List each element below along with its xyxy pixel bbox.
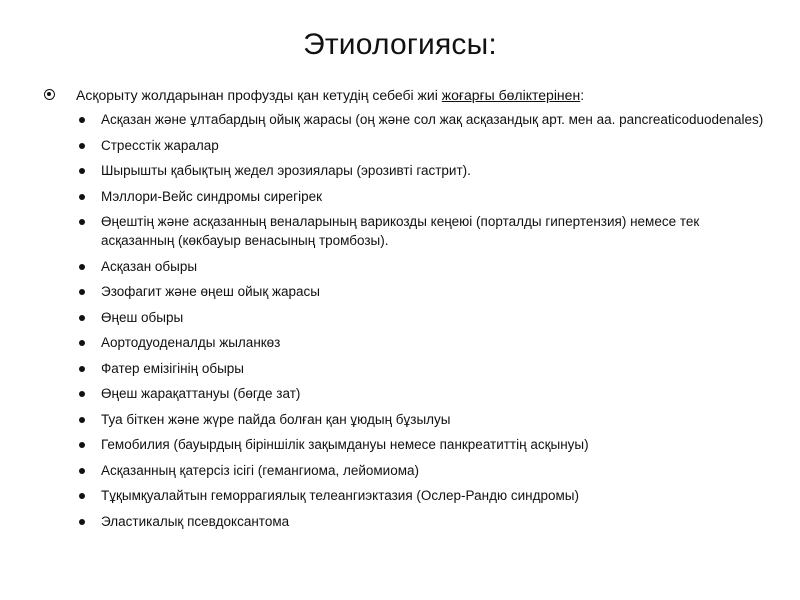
bullet-dot-icon: [79, 417, 85, 423]
bullet-dot-icon: [79, 143, 85, 149]
list-item-text: Гемобилия (бауырдың біріншілік зақымдануы немесе панкреатиттің асқынуы): [101, 437, 589, 452]
list-item-text: Стресстік жаралар: [101, 137, 219, 153]
list-item: [44, 282, 764, 301]
list-item: [44, 308, 764, 327]
bullet-dot-icon: [79, 391, 85, 397]
list-item: [44, 212, 764, 250]
list-item-text: Асқазан және ұлтабардың ойық жарасы (оң және сол жақ асқазандық арт. мен аа. pancreaticoduodenales): [101, 112, 764, 127]
bullet-dot-icon: [79, 168, 85, 174]
list-item-text: Туа біткен және жүре пайда болған қан ұюдың бұзылуы: [101, 411, 451, 427]
list-item: [44, 257, 764, 276]
list-item: [44, 410, 764, 429]
list-item-text: Тұқымқуалайтын геморрагиялық телеангиэктазия (Ослер-Рандю синдромы): [101, 488, 579, 503]
bullet-dot-icon: [79, 264, 85, 270]
bullet-dot-icon: [79, 194, 85, 200]
list-item-text: Асқазан обыры: [101, 258, 198, 274]
bullet-dot-icon: [79, 519, 85, 525]
bullet-dot-icon: [79, 289, 85, 295]
list-item: [44, 161, 764, 180]
bullet-dot-icon: [79, 468, 85, 474]
bullet-dot-icon: [79, 117, 85, 123]
list-item: [44, 486, 764, 505]
list-item: [44, 333, 764, 352]
list-item-text: Өңештің және асқазанның веналарының варикозды кеңеюі (порталды гипертензия) немесе тек асқазанның (көкбауыр венасының тромбозы).: [101, 214, 700, 248]
cause-list: [44, 110, 764, 531]
main-bullet: [44, 86, 764, 105]
bullet-dot-icon: [79, 340, 85, 346]
bullet-dot-icon: [79, 219, 85, 225]
main-bullet-text-before: Асқорыту жолдарынан профузды қан кетудің себебі жиі: [76, 87, 442, 103]
list-item-text: Өңеш жарақаттануы (бөгде зат): [101, 386, 301, 401]
main-bullet-text-after: :: [580, 87, 585, 103]
list-item: [44, 435, 764, 454]
list-item: [44, 136, 764, 155]
list-item-text: Шырышты қабықтың жедел эрозиялары (эрозивті гастрит).: [101, 163, 471, 178]
list-item: [44, 187, 764, 206]
list-item-text: Өңеш обыры: [101, 309, 184, 325]
main-bullet-underlined-text: жоғарғы бөліктерінен: [441, 87, 581, 103]
list-item: [44, 512, 764, 531]
list-item: [44, 359, 764, 378]
bullet-dot-icon: [79, 442, 85, 448]
slide-content: [44, 86, 764, 537]
list-item-text: Эластикалық псевдоксантома: [101, 513, 290, 529]
bullet-dot-icon: [79, 366, 85, 372]
circle-bullet-icon: [44, 89, 55, 100]
list-item-text: Аортодуоденалды жыланкөз: [101, 335, 281, 350]
list-item-text: Эзофагит және өңеш ойық жарасы: [101, 284, 320, 299]
list-item-text: Мэллори-Вейс синдромы сирегірек: [101, 188, 323, 204]
list-item-text: Асқазанның қатерсіз ісігі (гемангиома, лейомиома): [101, 462, 420, 478]
bullet-dot-icon: [79, 493, 85, 499]
slide-title: Этиологиясы:: [303, 28, 497, 61]
bullet-dot-icon: [79, 315, 85, 321]
list-item: [44, 384, 764, 403]
list-item: [44, 110, 764, 129]
list-item: [44, 461, 764, 480]
list-item-text: Фатер емізігінің обыры: [101, 360, 244, 376]
main-bullet-text: [76, 87, 584, 103]
